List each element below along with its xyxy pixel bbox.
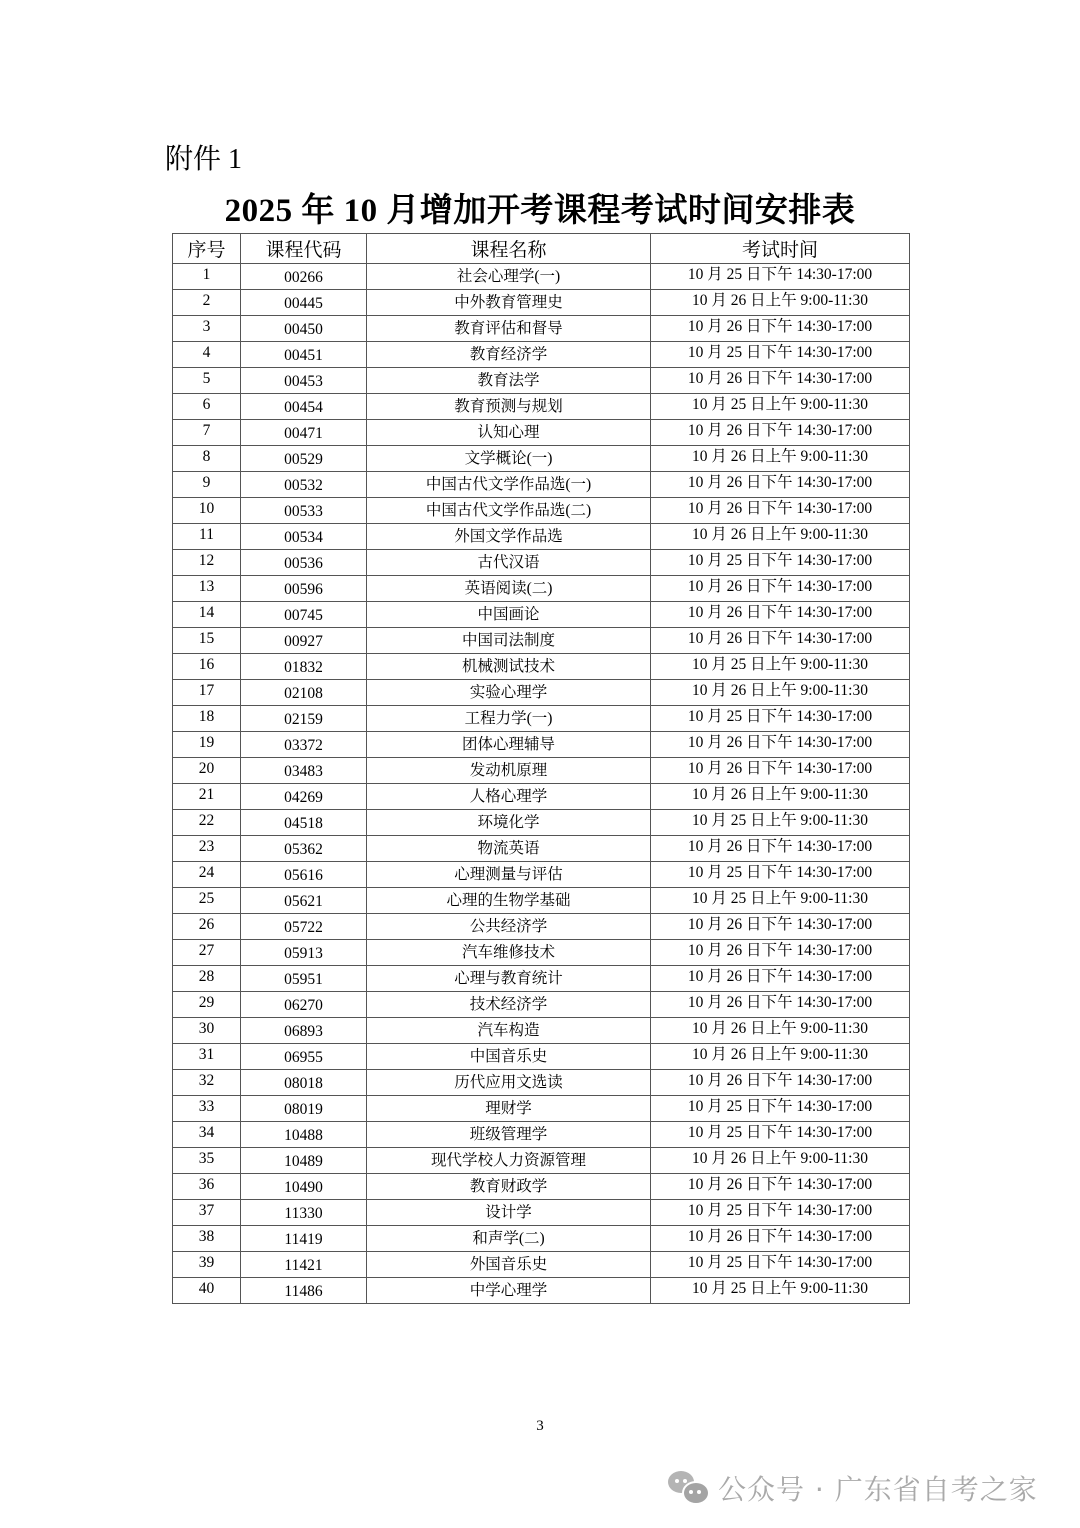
row-number: 25	[173, 888, 241, 914]
course-code: 00453	[241, 368, 367, 394]
course-code: 05722	[241, 914, 367, 940]
row-number: 37	[173, 1200, 241, 1226]
course-code: 05616	[241, 862, 367, 888]
row-number: 22	[173, 810, 241, 836]
course-name: 教育经济学	[367, 342, 651, 368]
exam-time: 10 月 26 日下午 14:30-17:00	[651, 472, 910, 498]
exam-time: 10 月 26 日上午 9:00-11:30	[651, 1018, 910, 1044]
course-name: 古代汉语	[367, 550, 651, 576]
exam-time: 10 月 26 日下午 14:30-17:00	[651, 1070, 910, 1096]
exam-time: 10 月 25 日上午 9:00-11:30	[651, 654, 910, 680]
row-number: 21	[173, 784, 241, 810]
course-code: 00454	[241, 394, 367, 420]
course-code: 08019	[241, 1096, 367, 1122]
header-no: 序号	[173, 234, 241, 264]
exam-time: 10 月 25 日下午 14:30-17:00	[651, 1200, 910, 1226]
course-code: 10488	[241, 1122, 367, 1148]
exam-time: 10 月 26 日下午 14:30-17:00	[651, 576, 910, 602]
exam-time: 10 月 26 日下午 14:30-17:00	[651, 1226, 910, 1252]
table-row	[173, 1174, 910, 1200]
course-name: 中学心理学	[367, 1278, 651, 1304]
row-number: 34	[173, 1122, 241, 1148]
course-name: 中国司法制度	[367, 628, 651, 654]
course-code: 04269	[241, 784, 367, 810]
exam-time: 10 月 25 日下午 14:30-17:00	[651, 550, 910, 576]
exam-time: 10 月 25 日下午 14:30-17:00	[651, 264, 910, 290]
table-row	[173, 498, 910, 524]
row-number: 33	[173, 1096, 241, 1122]
row-number: 11	[173, 524, 241, 550]
course-code: 05621	[241, 888, 367, 914]
course-name: 和声学(二)	[367, 1226, 651, 1252]
table-row	[173, 1226, 910, 1252]
course-code: 00536	[241, 550, 367, 576]
exam-time: 10 月 26 日下午 14:30-17:00	[651, 758, 910, 784]
course-code: 03483	[241, 758, 367, 784]
course-code: 00745	[241, 602, 367, 628]
table-row	[173, 1018, 910, 1044]
exam-time: 10 月 26 日下午 14:30-17:00	[651, 316, 910, 342]
course-code: 00927	[241, 628, 367, 654]
table-row	[173, 1148, 910, 1174]
exam-time: 10 月 25 日上午 9:00-11:30	[651, 888, 910, 914]
course-code: 00534	[241, 524, 367, 550]
row-number: 40	[173, 1278, 241, 1304]
table-row	[173, 1044, 910, 1070]
course-name: 文学概论(一)	[367, 446, 651, 472]
table-row	[173, 784, 910, 810]
row-number: 10	[173, 498, 241, 524]
table-row	[173, 264, 910, 290]
course-name: 教育预测与规划	[367, 394, 651, 420]
row-number: 39	[173, 1252, 241, 1278]
course-name: 历代应用文选读	[367, 1070, 651, 1096]
table-row	[173, 628, 910, 654]
table-row	[173, 550, 910, 576]
course-name: 现代学校人力资源管理	[367, 1148, 651, 1174]
table-row	[173, 1278, 910, 1304]
course-code: 00445	[241, 290, 367, 316]
table-row	[173, 914, 910, 940]
row-number: 18	[173, 706, 241, 732]
exam-time: 10 月 25 日上午 9:00-11:30	[651, 1278, 910, 1304]
exam-time: 10 月 26 日下午 14:30-17:00	[651, 992, 910, 1018]
course-name: 机械测试技术	[367, 654, 651, 680]
table-row	[173, 862, 910, 888]
table-row	[173, 706, 910, 732]
table-row	[173, 1252, 910, 1278]
course-code: 02108	[241, 680, 367, 706]
row-number: 27	[173, 940, 241, 966]
exam-time: 10 月 25 日下午 14:30-17:00	[651, 342, 910, 368]
table-row	[173, 472, 910, 498]
row-number: 30	[173, 1018, 241, 1044]
course-name: 社会心理学(一)	[367, 264, 651, 290]
course-name: 实验心理学	[367, 680, 651, 706]
header-exam-time: 考试时间	[651, 234, 910, 264]
row-number: 17	[173, 680, 241, 706]
exam-time: 10 月 26 日上午 9:00-11:30	[651, 1044, 910, 1070]
course-code: 05913	[241, 940, 367, 966]
table-row	[173, 1096, 910, 1122]
row-number: 8	[173, 446, 241, 472]
course-name: 发动机原理	[367, 758, 651, 784]
row-number: 36	[173, 1174, 241, 1200]
course-code: 08018	[241, 1070, 367, 1096]
table-row	[173, 654, 910, 680]
exam-time: 10 月 26 日下午 14:30-17:00	[651, 732, 910, 758]
page-number: 3	[536, 1418, 544, 1434]
course-code: 05951	[241, 966, 367, 992]
row-number: 35	[173, 1148, 241, 1174]
exam-time: 10 月 26 日上午 9:00-11:30	[651, 290, 910, 316]
exam-time: 10 月 26 日下午 14:30-17:00	[651, 1174, 910, 1200]
course-code: 00596	[241, 576, 367, 602]
exam-time: 10 月 26 日下午 14:30-17:00	[651, 914, 910, 940]
exam-time: 10 月 26 日下午 14:30-17:00	[651, 368, 910, 394]
table-row	[173, 524, 910, 550]
course-code: 01832	[241, 654, 367, 680]
course-name: 环境化学	[367, 810, 651, 836]
course-name: 教育法学	[367, 368, 651, 394]
table-row	[173, 290, 910, 316]
course-code: 10490	[241, 1174, 367, 1200]
exam-time: 10 月 25 日下午 14:30-17:00	[651, 862, 910, 888]
row-number: 1	[173, 264, 241, 290]
table-row	[173, 940, 910, 966]
course-name: 中国古代文学作品选(一)	[367, 472, 651, 498]
course-code: 03372	[241, 732, 367, 758]
exam-time: 10 月 26 日下午 14:30-17:00	[651, 420, 910, 446]
exam-time: 10 月 25 日下午 14:30-17:00	[651, 1122, 910, 1148]
course-name: 教育财政学	[367, 1174, 651, 1200]
row-number: 23	[173, 836, 241, 862]
course-code: 00529	[241, 446, 367, 472]
course-name: 设计学	[367, 1200, 651, 1226]
table-row	[173, 1200, 910, 1226]
course-name: 团体心理辅导	[367, 732, 651, 758]
table-row	[173, 966, 910, 992]
row-number: 5	[173, 368, 241, 394]
course-code: 00451	[241, 342, 367, 368]
course-code: 11330	[241, 1200, 367, 1226]
course-code: 00266	[241, 264, 367, 290]
row-number: 26	[173, 914, 241, 940]
course-name: 教育评估和督导	[367, 316, 651, 342]
row-number: 28	[173, 966, 241, 992]
course-code: 10489	[241, 1148, 367, 1174]
course-name: 中国音乐史	[367, 1044, 651, 1070]
course-name: 汽车维修技术	[367, 940, 651, 966]
exam-time: 10 月 26 日上午 9:00-11:30	[651, 784, 910, 810]
course-code: 04518	[241, 810, 367, 836]
table-row	[173, 342, 910, 368]
row-number: 29	[173, 992, 241, 1018]
course-code: 02159	[241, 706, 367, 732]
exam-time: 10 月 26 日下午 14:30-17:00	[651, 602, 910, 628]
table-row	[173, 602, 910, 628]
row-number: 16	[173, 654, 241, 680]
course-name: 心理测量与评估	[367, 862, 651, 888]
course-name: 心理与教育统计	[367, 966, 651, 992]
course-code: 11421	[241, 1252, 367, 1278]
course-name: 理财学	[367, 1096, 651, 1122]
course-name: 班级管理学	[367, 1122, 651, 1148]
course-code: 00450	[241, 316, 367, 342]
table-row	[173, 1122, 910, 1148]
course-name: 人格心理学	[367, 784, 651, 810]
exam-time: 10 月 26 日上午 9:00-11:30	[651, 1148, 910, 1174]
page-title: 2025 年 10 月增加开考课程考试时间安排表	[224, 193, 856, 229]
attachment-label: 附件 1	[165, 144, 243, 175]
exam-time: 10 月 25 日下午 14:30-17:00	[651, 706, 910, 732]
course-code: 00533	[241, 498, 367, 524]
course-name: 技术经济学	[367, 992, 651, 1018]
exam-time: 10 月 26 日下午 14:30-17:00	[651, 966, 910, 992]
table-row	[173, 992, 910, 1018]
course-name: 汽车构造	[367, 1018, 651, 1044]
row-number: 6	[173, 394, 241, 420]
row-number: 20	[173, 758, 241, 784]
table-row	[173, 420, 910, 446]
course-name: 外国音乐史	[367, 1252, 651, 1278]
course-name: 英语阅读(二)	[367, 576, 651, 602]
table-row	[173, 680, 910, 706]
course-name: 中国古代文学作品选(二)	[367, 498, 651, 524]
course-name: 认知心理	[367, 420, 651, 446]
row-number: 2	[173, 290, 241, 316]
course-name: 外国文学作品选	[367, 524, 651, 550]
row-number: 14	[173, 602, 241, 628]
table-row	[173, 810, 910, 836]
course-name: 心理的生物学基础	[367, 888, 651, 914]
exam-time: 10 月 25 日上午 9:00-11:30	[651, 810, 910, 836]
exam-time: 10 月 26 日下午 14:30-17:00	[651, 498, 910, 524]
row-number: 4	[173, 342, 241, 368]
course-name: 工程力学(一)	[367, 706, 651, 732]
row-number: 32	[173, 1070, 241, 1096]
course-name: 物流英语	[367, 836, 651, 862]
row-number: 19	[173, 732, 241, 758]
table-row	[173, 446, 910, 472]
row-number: 12	[173, 550, 241, 576]
exam-time: 10 月 26 日上午 9:00-11:30	[651, 524, 910, 550]
row-number: 3	[173, 316, 241, 342]
watermark	[668, 1468, 1038, 1508]
course-code: 06955	[241, 1044, 367, 1070]
exam-time: 10 月 26 日下午 14:30-17:00	[651, 836, 910, 862]
exam-time: 10 月 25 日下午 14:30-17:00	[651, 1096, 910, 1122]
table-row	[173, 836, 910, 862]
wechat-icon	[668, 1471, 710, 1505]
table-header-row	[173, 234, 910, 264]
course-name: 中外教育管理史	[367, 290, 651, 316]
course-code: 06270	[241, 992, 367, 1018]
header-course-name: 课程名称	[367, 234, 651, 264]
table-row	[173, 394, 910, 420]
table-row	[173, 1070, 910, 1096]
table-row	[173, 316, 910, 342]
table-row	[173, 758, 910, 784]
row-number: 38	[173, 1226, 241, 1252]
exam-time: 10 月 25 日上午 9:00-11:30	[651, 394, 910, 420]
row-number: 24	[173, 862, 241, 888]
course-code: 00471	[241, 420, 367, 446]
exam-time: 10 月 26 日下午 14:30-17:00	[651, 940, 910, 966]
row-number: 9	[173, 472, 241, 498]
exam-time: 10 月 26 日上午 9:00-11:30	[651, 446, 910, 472]
row-number: 13	[173, 576, 241, 602]
course-name: 中国画论	[367, 602, 651, 628]
course-code: 11419	[241, 1226, 367, 1252]
table-row	[173, 732, 910, 758]
watermark-text: 公众号 · 广东省自考之家	[718, 1473, 1038, 1506]
row-number: 15	[173, 628, 241, 654]
row-number: 7	[173, 420, 241, 446]
table-row	[173, 368, 910, 394]
course-name: 公共经济学	[367, 914, 651, 940]
course-code: 06893	[241, 1018, 367, 1044]
header-course-code: 课程代码	[241, 234, 367, 264]
table-row	[173, 576, 910, 602]
exam-time: 10 月 26 日下午 14:30-17:00	[651, 628, 910, 654]
exam-time: 10 月 26 日上午 9:00-11:30	[651, 680, 910, 706]
course-code: 00532	[241, 472, 367, 498]
exam-time: 10 月 25 日下午 14:30-17:00	[651, 1252, 910, 1278]
row-number: 31	[173, 1044, 241, 1070]
exam-schedule-table	[172, 233, 910, 1304]
table-row	[173, 888, 910, 914]
course-code: 11486	[241, 1278, 367, 1304]
course-code: 05362	[241, 836, 367, 862]
